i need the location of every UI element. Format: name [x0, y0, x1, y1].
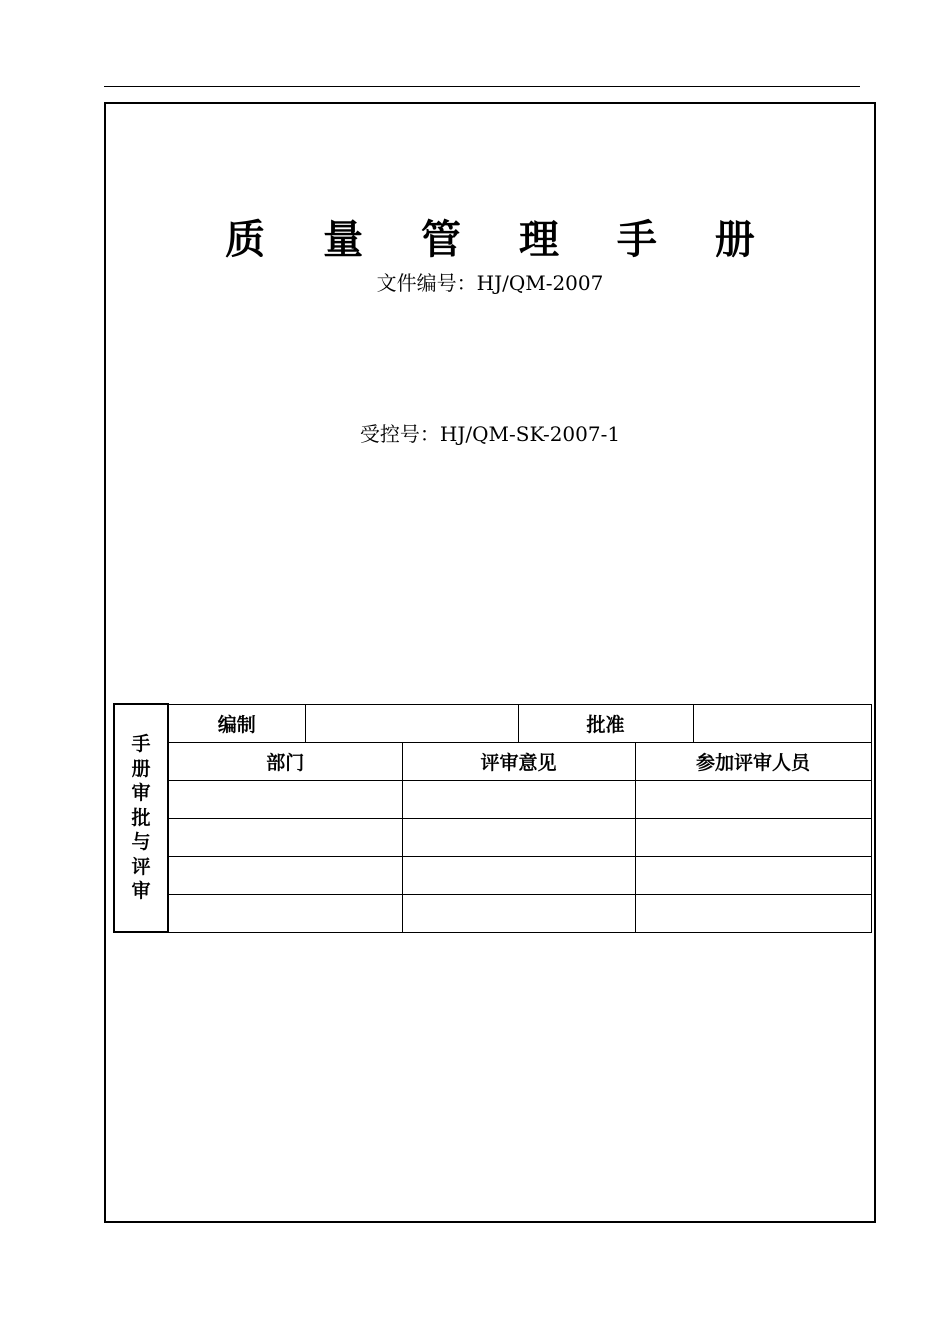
department-cell[interactable]	[168, 894, 402, 932]
department-cell[interactable]	[168, 856, 402, 894]
review-opinion-cell[interactable]	[402, 818, 635, 856]
review-approval-table	[113, 703, 872, 933]
column-header-reviewers: 参加评审人员	[635, 742, 871, 780]
side-label-char: 批	[131, 806, 151, 829]
side-label-char: 审	[131, 782, 151, 805]
document-number: 文件编号：HJ/QM-2007	[376, 271, 604, 295]
review-opinion-cell[interactable]	[402, 856, 635, 894]
side-label-char: 手	[131, 733, 151, 756]
control-number: 受控号：HJ/QM-SK-2007-1	[359, 422, 621, 446]
column-header-review-opinion: 评审意见	[402, 742, 635, 780]
side-label-char: 审	[131, 880, 151, 903]
cover-frame	[104, 102, 876, 1223]
header-rule	[104, 86, 860, 87]
side-label-cell	[114, 704, 168, 932]
table-header-row	[114, 742, 871, 780]
reviewers-cell[interactable]	[635, 818, 871, 856]
side-label-char: 评	[131, 855, 151, 878]
table-row	[114, 818, 871, 856]
approved-value[interactable]	[693, 704, 871, 742]
side-label-char: 册	[131, 757, 151, 780]
prepared-label: 编制	[168, 704, 305, 742]
department-cell[interactable]	[168, 818, 402, 856]
department-cell[interactable]	[168, 780, 402, 818]
prepared-value[interactable]	[305, 704, 518, 742]
reviewers-cell[interactable]	[635, 780, 871, 818]
table-row	[114, 856, 871, 894]
table-row	[114, 894, 871, 932]
side-label-char: 与	[131, 831, 151, 854]
side-label	[115, 732, 167, 904]
review-opinion-cell[interactable]	[402, 894, 635, 932]
table-row-signoff	[114, 704, 871, 742]
table-row	[114, 780, 871, 818]
manual-title: 质 量 管 理 手 册	[225, 216, 777, 263]
approved-label: 批准	[518, 704, 693, 742]
reviewers-cell[interactable]	[635, 856, 871, 894]
review-opinion-cell[interactable]	[402, 780, 635, 818]
column-header-department: 部门	[168, 742, 402, 780]
reviewers-cell[interactable]	[635, 894, 871, 932]
